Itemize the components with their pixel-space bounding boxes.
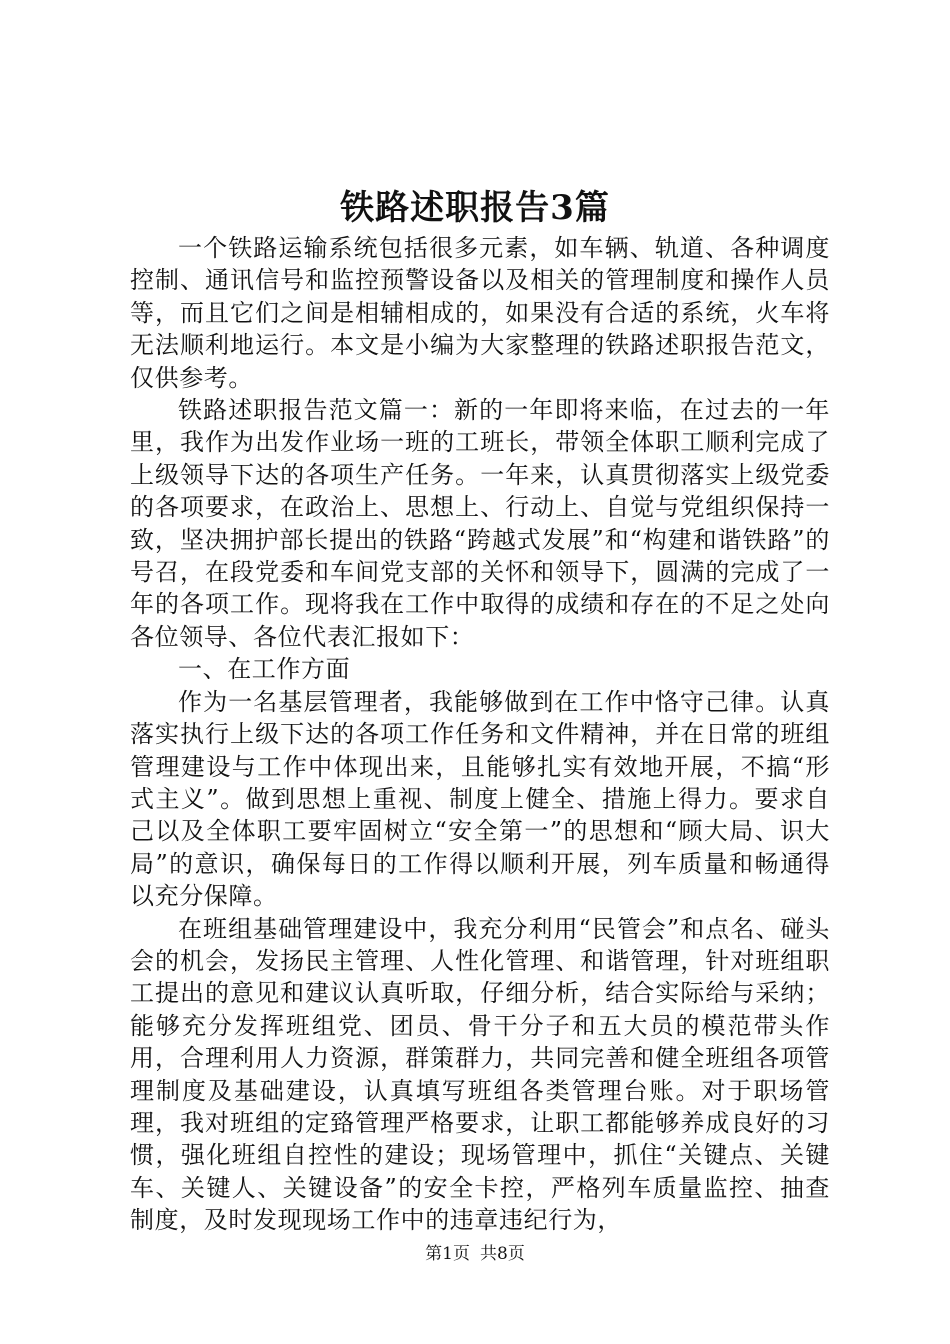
page-footer bbox=[0, 1242, 950, 1266]
section-heading: 一、在工作方面 bbox=[178, 655, 351, 684]
document-title: 铁路述职报告3篇 bbox=[340, 188, 610, 228]
body-paragraph: 一个铁路运输系统包括很多元素，如车辆、轨道、各种调度控制、通讯信号和监控预警设备以及相关的管理制度和操作人员等，而且它们之间是相辅相成的，如果没有合适的系统，火车将无法顺利地运行。本文是小编为大家整理的铁路述职报告范文，仅供参考。 bbox=[130, 234, 830, 392]
body-paragraph: 在班组基础管理建设中，我充分利用“民管会”和点名、碰头会的机会，发扬民主管理、人性化管理、和谐管理，针对班组职工提出的意见和建议认真听取，仔细分析，结合实际给与采纳；能够充分发挥班组党、团员、骨干分子和五大员的模范带头作用，合理利用人力资源，群策群力，共同完善和健全班组各项管理制度及基础建设，认真填写班组各类管理台账。对于职场管理，我对班组的定臵管理严格要求，让职工都能够养成良好的习惯，强化班组自控性的建设；现场管理中，抓住“关键点、关键车、关键人、关键设备”的安全卡控，严格列车质量监控、抽查制度，及时发现现场工作中的违章违纪行为， bbox=[130, 914, 830, 1235]
document-body bbox=[130, 232, 830, 1237]
page-total: 共8页 bbox=[480, 1244, 525, 1264]
page-number: 第1页 bbox=[425, 1244, 470, 1264]
body-paragraph: 作为一名基层管理者，我能够做到在工作中恪守己律。认真落实执行上级下达的各项工作任务和文件精神，并在日常的班组管理建设与工作中体现出来，且能够扎实有效地开展，不搞“形式主义”。做到思想上重视、制度上健全、措施上得力。要求自己以及全体职工要牢固树立“安全第一”的思想和“顾大局、识大局”的意识，确保每日的工作得以顺利开展，列车质量和畅通得以充分保障。 bbox=[130, 687, 830, 911]
body-paragraph: 铁路述职报告范文篇一：新的一年即将来临，在过去的一年里，我作为出发作业场一班的工班长，带领全体职工顺利完成了上级领导下达的各项生产任务。一年来，认真贯彻落实上级党委的各项要求，在政治上、思想上、行动上、自觉与党组织保持一致，坚决拥护部长提出的铁路“跨越式发展”和“构建和谐铁路”的号召，在段党委和车间党支部的关怀和领导下，圆满的完成了一年的各项工作。现将我在工作中取得的成绩和存在的不足之处向各位领导、各位代表汇报如下： bbox=[130, 396, 830, 651]
